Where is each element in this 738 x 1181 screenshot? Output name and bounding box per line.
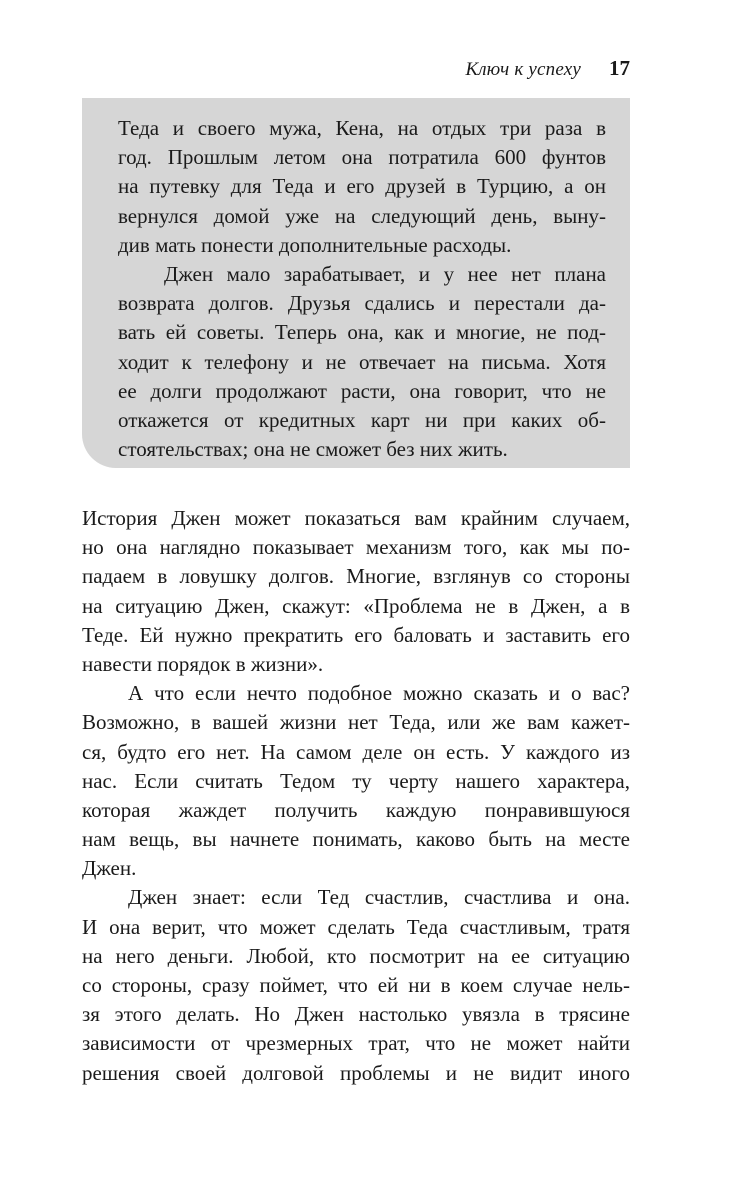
body-line: навести порядок в жизни». (82, 651, 324, 676)
body-line: Джен знает: если Тед счастлив, счастлива и она. (128, 885, 630, 910)
body-line: И она верит, что может сделать Теда счастливым, тратя (82, 914, 630, 939)
callout-line: ее долги продолжают расти, она говорит, что не (118, 378, 606, 403)
callout-text (118, 114, 606, 464)
callout-line: ходит к телефону и не отвечает на письма. Хотя (118, 349, 606, 374)
page-number: 17 (609, 56, 630, 80)
body-line: но она наглядно показывает механизм того, как мы по- (82, 535, 630, 560)
body-line: зависимости от чрезмерных трат, что не может найти (82, 1031, 630, 1056)
body-line: Джен. (82, 856, 137, 881)
body-line: на ситуацию Джен, скажут: «Проблема не в Джен, а в (82, 593, 630, 618)
body-line: зя этого делать. Но Джен настолько увязла в трясине (82, 1002, 630, 1027)
callout-line: вать ей советы. Теперь она, как и многие, не под- (118, 320, 606, 345)
body-line: ся, будто его нет. На самом деле он есть. У каждого из (82, 739, 630, 764)
callout-line: на путевку для Теда и его друзей в Турцию, а он (118, 174, 606, 199)
body-line: Возможно, в вашей жизни нет Теда, или же вам кажет- (82, 710, 630, 735)
running-title: Ключ к успеху (465, 59, 581, 80)
callout-line: Джен мало зарабатывает, и у нее нет плана (164, 261, 606, 286)
body-line: решения своей долговой проблемы и не видит иного (82, 1060, 630, 1085)
callout-line: вернулся домой уже на следующий день, выну- (118, 203, 606, 228)
body-text (82, 504, 630, 1088)
callout-line: див мать понести дополнительные расходы. (118, 232, 512, 257)
body-line: на него деньги. Любой, кто посмотрит на ее ситуацию (82, 943, 630, 968)
page-header (465, 56, 630, 81)
body-line: Теде. Ей нужно прекратить его баловать и заставить его (82, 622, 630, 647)
callout-line: год. Прошлым летом она потратила 600 фунтов (118, 145, 606, 170)
body-line: со стороны, сразу поймет, что ей ни в коем случае нель- (82, 973, 630, 997)
body-line: падаем в ловушку долгов. Многие, взглянув со стороны (82, 564, 630, 589)
callout-line: Теда и своего мужа, Кена, на отдых три раза в (118, 116, 606, 140)
callout-line: стоятельствах; она не сможет без них жить. (118, 437, 508, 462)
callout-line: возврата долгов. Друзья сдались и перестали да- (118, 291, 606, 316)
body-line: нас. Если считать Тедом ту черту нашего характера, (82, 768, 630, 793)
body-line: А что если нечто подобное можно сказать и о вас? (128, 681, 630, 706)
callout-line: откажется от кредитных карт ни при каких об- (118, 407, 606, 432)
body-line: которая жаждет получить каждую понравившуюся (82, 797, 630, 822)
body-line: нам вещь, вы начнете понимать, каково быть на месте (82, 827, 630, 852)
body-line: История Джен может показаться вам крайним случаем, (82, 506, 630, 530)
